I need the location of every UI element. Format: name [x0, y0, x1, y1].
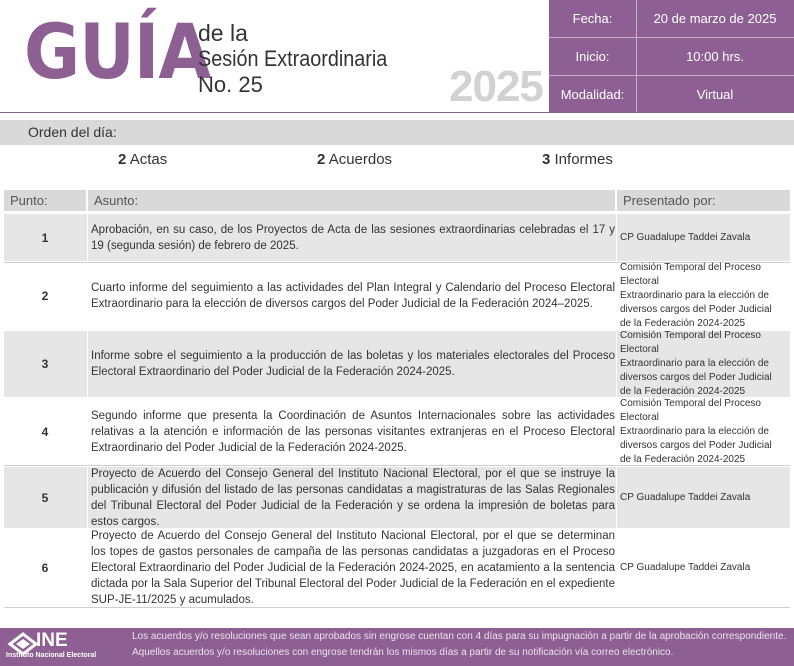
- column-divider: [616, 467, 617, 528]
- meta-row-start: [549, 38, 794, 75]
- row-presenter: CP Guadalupe Taddei Zavala: [620, 562, 751, 573]
- row-number: 4: [41, 425, 49, 439]
- count-label: Acuerdos: [328, 151, 393, 168]
- column-header-asunto: Asunto:: [88, 190, 615, 211]
- row-subject: [91, 399, 615, 465]
- row-number: 5: [41, 490, 49, 505]
- guide-title: GUÍA: [24, 7, 211, 96]
- column-divider: [87, 214, 88, 261]
- date-label: Fecha:: [572, 11, 613, 26]
- logo-subtitle: Instituto Nacional Electoral: [6, 652, 97, 659]
- row-subject: [91, 467, 615, 528]
- column-header-punto: Punto:: [4, 190, 86, 211]
- meta-row-modality: [549, 76, 794, 113]
- row-subject-text: Proyecto de Acuerdo del Consejo General del Instituto Nacional Electoral, por el que se determinan los topes de gastos personales de campaña de las personas candidatas a juzgadoras en el Proceso Electoral Extraordinario del Poder Judicial de la Federación 2024-2025, en acatamiento a la sentencia dictada por la Sala Superior del Tribunal Electoral del Poder Judicial de la Federación en el expediente SUP-JE-11/2025 y acumulados.: [91, 530, 615, 606]
- count-label: Informes: [554, 151, 613, 168]
- row-subject-text: Informe sobre el seguimiento a la producción de las boletas y los materiales electorales del Proceso Electoral Extraordinario del Poder Judicial de la Federación 2024-2025.: [91, 350, 615, 378]
- row-number: 2: [41, 288, 49, 303]
- logo-wordmark: INE: [36, 630, 68, 651]
- row-number: 3: [41, 357, 49, 371]
- row-presenter: CP Guadalupe Taddei Zavala: [620, 491, 751, 503]
- header-divider: [0, 112, 794, 113]
- row-subject-text: Aprobación, en su caso, de los Proyectos de Acta de las sesiones extraordinarias celebradas el 17 y 19 (segunda sesión) de febrero de 2025.: [91, 223, 615, 252]
- count-informes: [542, 151, 613, 168]
- year-watermark: 2025: [449, 62, 543, 111]
- row-number: 6: [41, 561, 49, 575]
- column-header-presentado: Presentado por:: [617, 190, 790, 211]
- row-presenter: CP Guadalupe Taddei Zavala: [620, 231, 751, 243]
- title-line-1: de la: [198, 20, 248, 46]
- count-actas: [118, 151, 167, 168]
- count-acuerdos: [317, 151, 392, 168]
- modality-label: Modalidad:: [560, 87, 625, 102]
- footer-note-1: Los acuerdos y/o resoluciones que sean aprobados sin engrose cuentan con 4 días para su impugnación a partir de la aprobación correspondiente.: [132, 631, 787, 642]
- row-subject: [91, 214, 615, 261]
- row-subject-text: Segundo informe que presenta la Coordinación de Asuntos Internacionales sobre las actividades relativas a la atención e información de las personas visitantes extranjeras en el Proceso Electoral Extraordinario del Poder Judicial de la Federación 2024-2025.: [91, 410, 615, 454]
- column-divider: [87, 467, 88, 528]
- row-presenter: Comisión Temporal del Proceso Electoral Extraordinario para la elección de diversos cargos del Poder Judicial de la Federación 2024-2025: [620, 261, 772, 329]
- column-divider: [616, 331, 617, 397]
- column-divider: [616, 214, 617, 261]
- start-label: Inicio:: [575, 49, 610, 64]
- row-subject: [91, 262, 615, 329]
- session-number: No. 25: [198, 72, 263, 97]
- agenda-bar: [0, 120, 794, 145]
- date-value: 20 de marzo de 2025: [653, 11, 777, 26]
- count-number: 2: [317, 151, 326, 168]
- row-subject-text: Cuarto informe del seguimiento a las actividades del Plan Integral y Calendario del Proceso Electoral Extraordinario para la elección de diversos cargos del Poder Judicial de la Federación 2024–2025.: [91, 281, 615, 310]
- row-subject: [91, 529, 615, 607]
- start-value: 10:00 hrs.: [686, 49, 744, 64]
- session-meta-panel: [549, 0, 794, 113]
- session-type: Sesión Extraordinaria: [198, 46, 388, 71]
- count-number: 3: [542, 151, 551, 168]
- count-label: Actas: [129, 151, 168, 168]
- footer-note-2: Aquellos acuerdos y/o resoluciones con engrose tendrán los mismos días a partir de su notificación vía correo electrónico.: [132, 647, 674, 658]
- row-subject-text: Proyecto de Acuerdo del Consejo General del Instituto Nacional Electoral, por el que se instruye la publicación y difusión del listado de las personas candidatas a magistraturas de las Salas Regionales del Tribunal Electoral del Poder Judicial de la Federación y se ordena la impresión de boletas para estos cargos.: [91, 467, 615, 528]
- count-number: 2: [118, 151, 127, 168]
- row-presenter: Comisión Temporal del Proceso Electoral Extraordinario para la elección de diversos cargos del Poder Judicial de la Federación 2024-2025: [620, 330, 772, 397]
- meta-row-date: [549, 0, 794, 37]
- row-subject: [91, 331, 615, 397]
- modality-value: Virtual: [696, 87, 734, 102]
- column-divider: [87, 331, 88, 397]
- row-presenter: Comisión Temporal del Proceso Electoral Extraordinario para la elección de diversos cargos del Poder Judicial de la Federación 2024-2025: [620, 398, 772, 465]
- row-number: 1: [41, 230, 49, 245]
- agenda-title: Orden del día:: [28, 124, 117, 140]
